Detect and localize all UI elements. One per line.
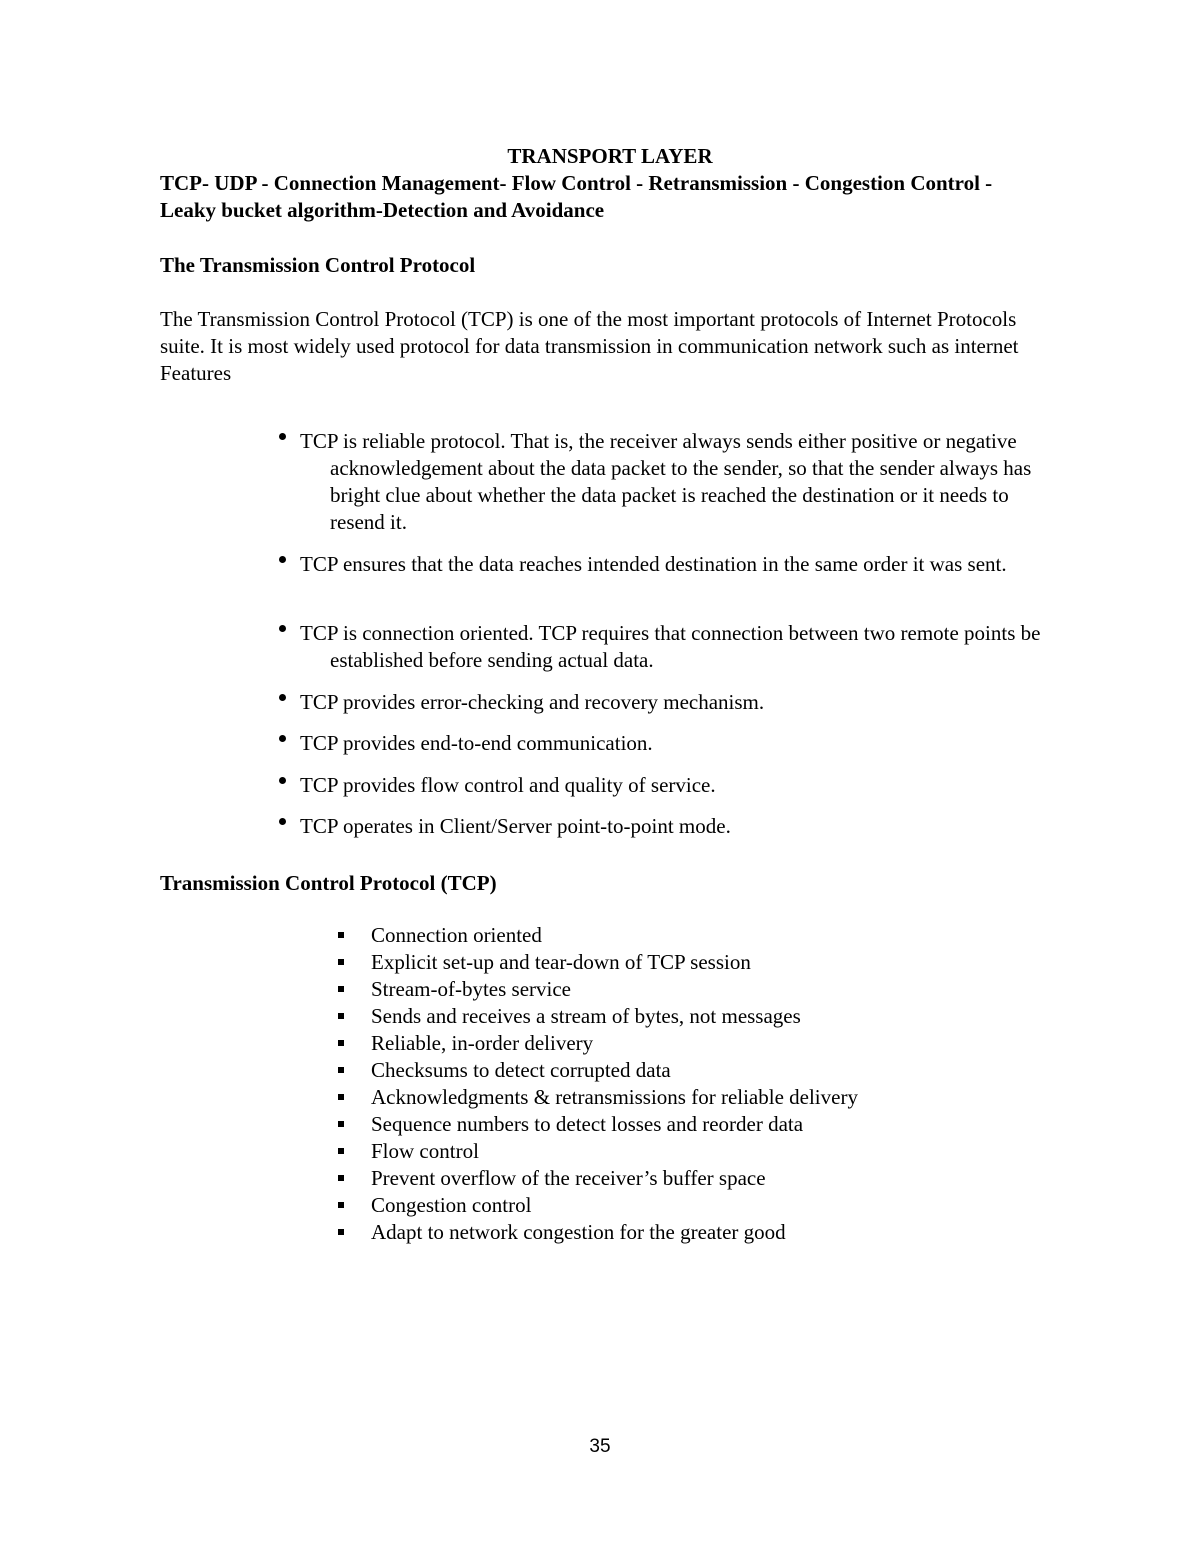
tcp-summary-list xyxy=(336,922,1036,1246)
feature-item xyxy=(274,772,1064,813)
list-item-text: Prevent overflow of the receiver’s buffer space xyxy=(371,1166,766,1190)
list-item-text: Checksums to detect corrupted data xyxy=(371,1058,671,1082)
square-bullet-icon xyxy=(338,1148,344,1154)
bullet-dot-icon xyxy=(279,777,286,784)
list-item xyxy=(336,949,1036,976)
section-heading-tcp-summary: Transmission Control Protocol (TCP) xyxy=(160,871,497,895)
feature-text: TCP is reliable protocol. That is, the receiver always sends either positive or negative acknowledgement about the data packet to the sender, so that the sender always has bright clue about whether the data packet is reached the destination or it needs to resend it. xyxy=(300,429,1032,534)
feature-list xyxy=(274,428,1064,854)
list-item xyxy=(336,1057,1036,1084)
feature-text: TCP ensures that the data reaches intended destination in the same order it was sent. xyxy=(300,552,1007,576)
square-bullet-icon xyxy=(338,1067,344,1073)
list-item xyxy=(336,922,1036,949)
list-item xyxy=(336,1111,1036,1138)
square-bullet-icon xyxy=(338,932,344,938)
bullet-dot-icon xyxy=(279,433,286,440)
list-item-text: Congestion control xyxy=(371,1193,532,1217)
square-bullet-icon xyxy=(338,986,344,992)
list-item xyxy=(336,1003,1036,1030)
bullet-dot-icon xyxy=(279,556,286,563)
list-item-text: Sends and receives a stream of bytes, not messages xyxy=(371,1004,801,1028)
feature-item xyxy=(274,428,1064,551)
list-item-text: Acknowledgments & retransmissions for reliable delivery xyxy=(371,1085,858,1109)
bullet-dot-icon xyxy=(279,625,286,632)
list-item xyxy=(336,1030,1036,1057)
feature-item xyxy=(274,620,1064,689)
list-item-text: Sequence numbers to detect losses and reorder data xyxy=(371,1112,804,1136)
list-item-text: Connection oriented xyxy=(371,923,542,947)
list-item xyxy=(336,1192,1036,1219)
square-bullet-icon xyxy=(338,1121,344,1127)
square-bullet-icon xyxy=(338,959,344,965)
square-bullet-icon xyxy=(338,1175,344,1181)
square-bullet-icon xyxy=(338,1094,344,1100)
feature-text: TCP provides error-checking and recovery mechanism. xyxy=(300,690,765,714)
list-item xyxy=(336,1219,1036,1246)
feature-text: TCP provides flow control and quality of service. xyxy=(300,773,716,797)
intro-paragraph: The Transmission Control Protocol (TCP) is one of the most important protocols of Internet Protocols suite. It is most widely used protocol for data transmission in communication network such as internet Features xyxy=(160,307,1019,385)
bullet-dot-icon xyxy=(279,694,286,701)
feature-text: TCP provides end-to-end communication. xyxy=(300,731,653,755)
square-bullet-icon xyxy=(338,1040,344,1046)
feature-text: TCP is connection oriented. TCP requires that connection between two remote points be established before sending actual data. xyxy=(300,621,1041,672)
list-item-text: Explicit set-up and tear-down of TCP session xyxy=(371,950,751,974)
list-item-text: Reliable, in-order delivery xyxy=(371,1031,594,1055)
bullet-dot-icon xyxy=(279,735,286,742)
section-heading-tcp: The Transmission Control Protocol xyxy=(160,253,476,277)
feature-item xyxy=(274,689,1064,730)
list-item xyxy=(336,976,1036,1003)
list-item xyxy=(336,1084,1036,1111)
square-bullet-icon xyxy=(338,1202,344,1208)
feature-item xyxy=(274,551,1064,620)
square-bullet-icon xyxy=(338,1229,344,1235)
feature-item xyxy=(274,813,1064,854)
feature-item xyxy=(274,730,1064,772)
bullet-dot-icon xyxy=(279,818,286,825)
list-item xyxy=(336,1138,1036,1165)
list-item-text: Flow control xyxy=(371,1139,479,1163)
page-number: 35 xyxy=(589,1436,611,1457)
list-item-text: Adapt to network congestion for the greater good xyxy=(371,1220,786,1244)
document-title: TRANSPORT LAYER xyxy=(507,144,713,168)
list-item-text: Stream-of-bytes service xyxy=(371,977,572,1001)
document-subtitle: TCP- UDP - Connection Management- Flow Control - Retransmission - Congestion Control - Leaky bucket algorithm-Detection and Avoidance xyxy=(160,171,993,222)
feature-text: TCP operates in Client/Server point-to-point mode. xyxy=(300,814,731,838)
square-bullet-icon xyxy=(338,1013,344,1019)
list-item xyxy=(336,1165,1036,1192)
